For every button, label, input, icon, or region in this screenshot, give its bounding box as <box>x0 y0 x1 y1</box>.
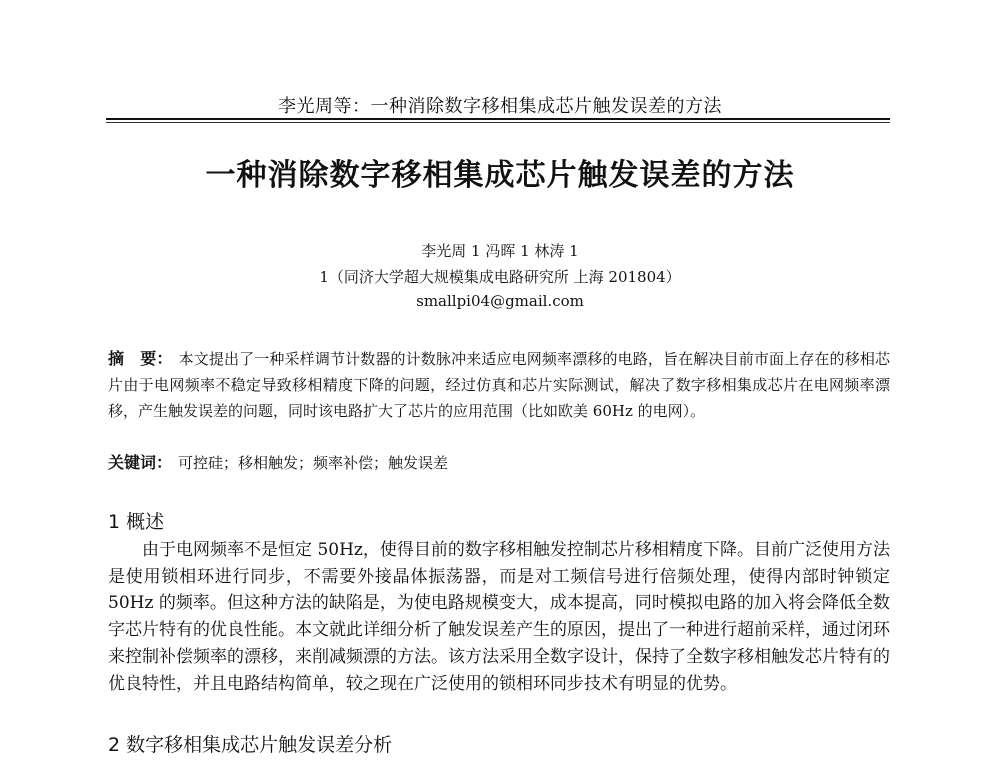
paper-title: 一种消除数字移相集成芯片触发误差的方法 <box>205 158 795 193</box>
abstract-label: 摘 要： <box>108 349 173 368</box>
author-email: smallpi04@gmail.com <box>416 292 584 310</box>
abstract <box>108 346 890 424</box>
author-list: 李光周 1 冯晖 1 林涛 1 <box>421 242 579 260</box>
keywords <box>108 451 890 475</box>
section-heading-overview: 1 概述 <box>108 511 165 533</box>
section-heading-error-analysis: 2 数字移相集成芯片触发误差分析 <box>108 734 393 756</box>
section-paragraph-overview: 由于电网频率不是恒定 50Hz，使得目前的数字移相触发控制芯片移相精度下降。目前广泛使用方法是使用锁相环进行同步，不需要外接晶体振荡器，而是对工频信号进行倍频处理，使得内部时钟锁定 50Hz 的频率。但这种方法的缺陷是，为使电路规模变大，成本提高，同时模拟电路的加入将会降低全数字芯片特有的优良性能。本文就此详细分析了触发误差产生的原因，提出了一种进行超前采样，通过闭环来控制补偿频率的漂移，来削减频漂的方法。该方法采用全数字设计，保持了全数字移相触发芯片特有的优良特性，并且电路结构简单，较之现在广泛使用的锁相环同步技术有明显的优势。 <box>108 540 890 694</box>
running-head: 李光周等：一种消除数字移相集成芯片触发误差的方法 <box>278 96 722 117</box>
header-rule-thick <box>106 118 890 120</box>
affiliation: 1（同济大学超大规模集成电路研究所 上海 201804） <box>319 268 681 286</box>
header-rule-thin <box>106 122 890 123</box>
abstract-text: 本文提出了一种采样调节计数器的计数脉冲来适应电网频率漂移的电路，旨在解决目前市面上存在的移相芯片由于电网频率不稳定导致移相精度下降的问题，经过仿真和芯片实际测试，解决了数字移相集成芯片在电网频率漂移，产生触发误差的问题，同时该电路扩大了芯片的应用范围（比如欧美 60Hz 的电网）。 <box>108 350 890 420</box>
keywords-text: 可控硅；移相触发；频率补偿；触发误差 <box>178 454 449 472</box>
keywords-label: 关键词： <box>108 453 173 472</box>
